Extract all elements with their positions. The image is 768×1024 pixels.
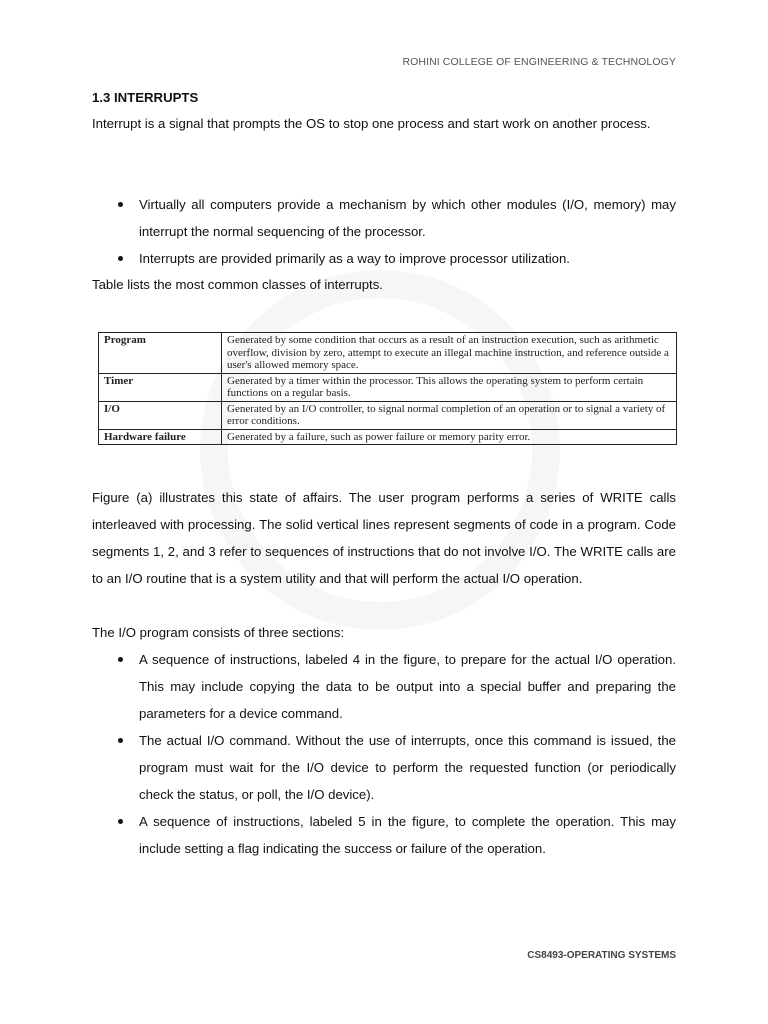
section-title: 1.3 INTERRUPTS — [92, 90, 199, 105]
desc-cell: Generated by an I/O controller, to signal normal completion of an operation or to signal a variety of error conditions. — [222, 401, 677, 429]
table-row — [99, 401, 677, 429]
table-row — [99, 333, 677, 374]
desc-cell: Generated by some condition that occurs as a result of an instruction execution, such as arithmetic overflow, division by zero, attempt to execute an illegal machine instruction, and reference outside a user's allowed memory space. — [222, 333, 677, 374]
page-footer: CS8493-OPERATING SYSTEMS — [527, 950, 676, 961]
list-item: Virtually all computers provide a mechanism by which other modules (I/O, memory) may interrupt the normal sequencing of the processor. — [92, 191, 676, 245]
list-item: A sequence of instructions, labeled 4 in the figure, to prepare for the actual I/O operation. This may include copying the data to be output into a special buffer and preparing the parameters for a device command. — [92, 646, 676, 727]
list-item: A sequence of instructions, labeled 5 in the figure, to complete the operation. This may include setting a flag indicating the success or failure of the operation. — [92, 808, 676, 862]
desc-cell: Generated by a failure, such as power failure or memory parity error. — [222, 429, 677, 445]
figure-paragraph: Figure (a) illustrates this state of affairs. The user program performs a series of WRITE calls interleaved with processing. The solid vertical lines represent segments of code in a program. Code segments 1, 2, and 3 refer to sequences of instructions that do not involve I/O. The WRITE calls are to an I/O routine that is a system utility and that will perform the actual I/O operation. — [92, 490, 676, 586]
bullet-list-1 — [92, 191, 676, 272]
intro-paragraph: Interrupt is a signal that prompts the OS to stop one process and start work on another process. — [92, 116, 651, 131]
desc-cell: Generated by a timer within the processor. This allows the operating system to perform certain functions on a regular basis. — [222, 373, 677, 401]
io-intro: The I/O program consists of three sections: — [92, 625, 345, 640]
class-cell: Program — [99, 333, 222, 374]
bullet-list-2 — [92, 646, 676, 862]
page-header: ROHINI COLLEGE OF ENGINEERING & TECHNOLOGY — [402, 56, 676, 68]
list-item: Interrupts are provided primarily as a way to improve processor utilization. — [92, 245, 676, 272]
interrupt-classes-table — [98, 332, 677, 445]
table-row — [99, 373, 677, 401]
table-row — [99, 429, 677, 445]
class-cell: Timer — [99, 373, 222, 401]
list-item: The actual I/O command. Without the use of interrupts, once this command is issued, the program must wait for the I/O device to perform the requested function (or periodically check the status, or poll, the I/O device). — [92, 727, 676, 808]
table-intro: Table lists the most common classes of interrupts. — [92, 277, 383, 292]
class-cell: I/O — [99, 401, 222, 429]
class-cell: Hardware failure — [99, 429, 222, 445]
